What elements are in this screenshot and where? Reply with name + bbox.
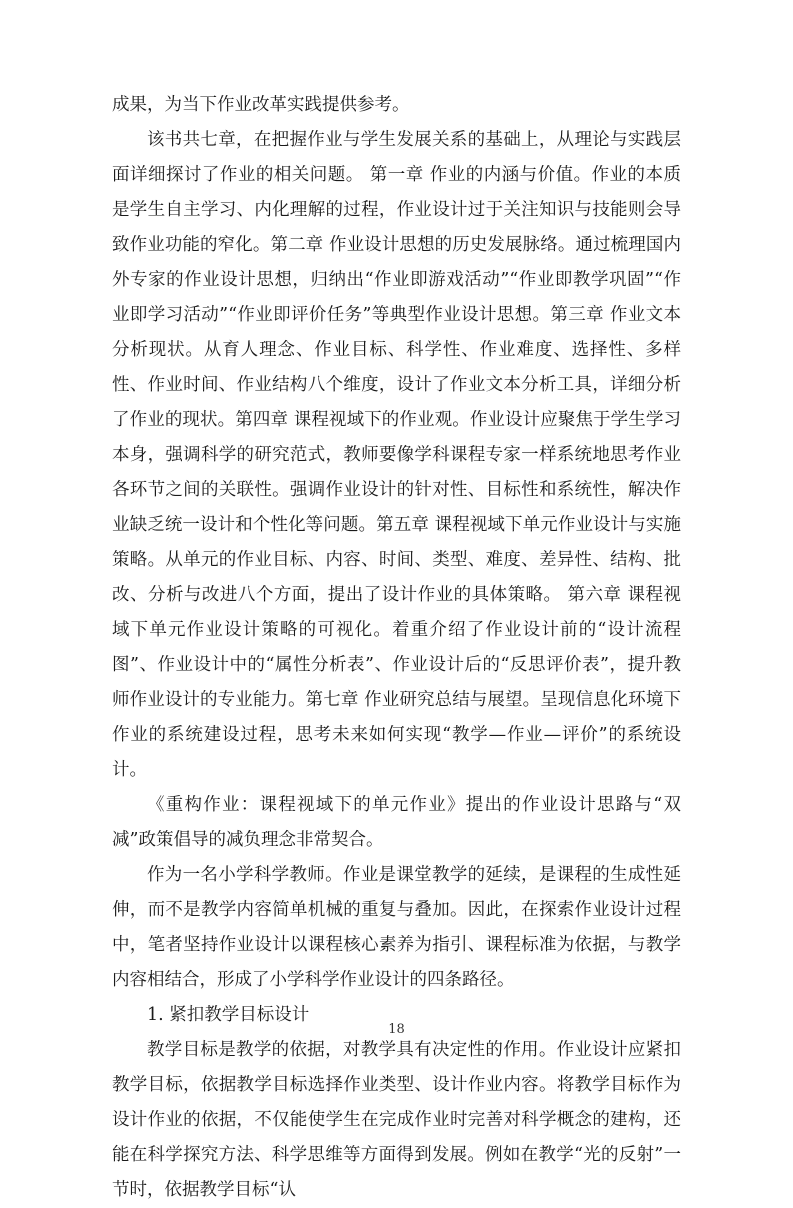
paragraph-teacher-approach: 作为一名小学科学教师。作业是课堂教学的延续，是课程的生成性延伸，而不是教学内容简单机械的重复与叠加。因此，在探索作业设计过程中，笔者坚持作业设计以课程核心素养为指引、课程标准为依据，与教学内容相结合，形成了小学科学作业设计的四条路径。 <box>112 865 681 990</box>
paragraph-book-summary: 该书共七章，在把握作业与学生发展关系的基础上，从理论与实践层面详细探讨了作业的相关问题。 第一章 作业的内涵与价值。作业的本质是学生自主学习、内化理解的过程，作业设计过于关注知识与技能则会导致作业功能的窄化。第二章 作业设计思想的历史发展脉络。通过梳理国内外专家的作业设计思想，归纳出“作业即游戏活动”“作业即教学巩固”“作业即学习活动”“作业即评价任务”等典型作业设计思想。第三章 作业文本分析现状。从育人理念、作业目标、科学性、作业难度、选择性、多样性、作业时间、作业结构八个维度，设计了作业文本分析工具，详细分析了作业的现状。第四章 课程视域下的作业观。作业设计应聚焦于学生学习本身，强调科学的研究范式，教师要像学科课程专家一样系统地思考作业各环节之间的关联性。强调作业设计的针对性、目标性和系统性，解决作业缺乏统一设计和个性化等问题。第五章 课程视域下单元作业设计与实施策略。从单元的作业目标、内容、时间、类型、难度、差异性、结构、批改、分析与改进八个方面，提出了设计作业的具体策略。 第六章 课程视域下单元作业设计策略的可视化。着重介绍了作业设计前的“设计流程图”、作业设计中的“属性分析表”、作业设计后的“反思评价表”，提升教师作业设计的专业能力。第七章 作业研究总结与展望。呈现信息化环境下作业的系统建设过程，思考未来如何实现“教学—作业—评价”的系统设计。 <box>112 130 681 780</box>
section-heading: 1. 紧扣教学目标设计 <box>147 1005 310 1025</box>
page-number: 18 <box>388 1022 405 1037</box>
paragraph-teaching-goals: 教学目标是教学的依据，对教学具有决定性的作用。作业设计应紧扣教学目标，依据教学目标选择作业类型、设计作业内容。将教学目标作为设计作业的依据，不仅能使学生在完成作业时完善对科学概念的建构，还能在科学探究方法、科学思维等方面得到发展。例如在教学“光的反射”一节时，依据教学目标“认 <box>112 1040 681 1200</box>
paragraph-continued: 成果，为当下作业改革实践提供参考。 <box>112 95 410 115</box>
paragraph-book-fit: 《重构作业：课程视域下的单元作业》提出的作业设计思路与“双减”政策倡导的减负理念非常契合。 <box>112 795 681 850</box>
